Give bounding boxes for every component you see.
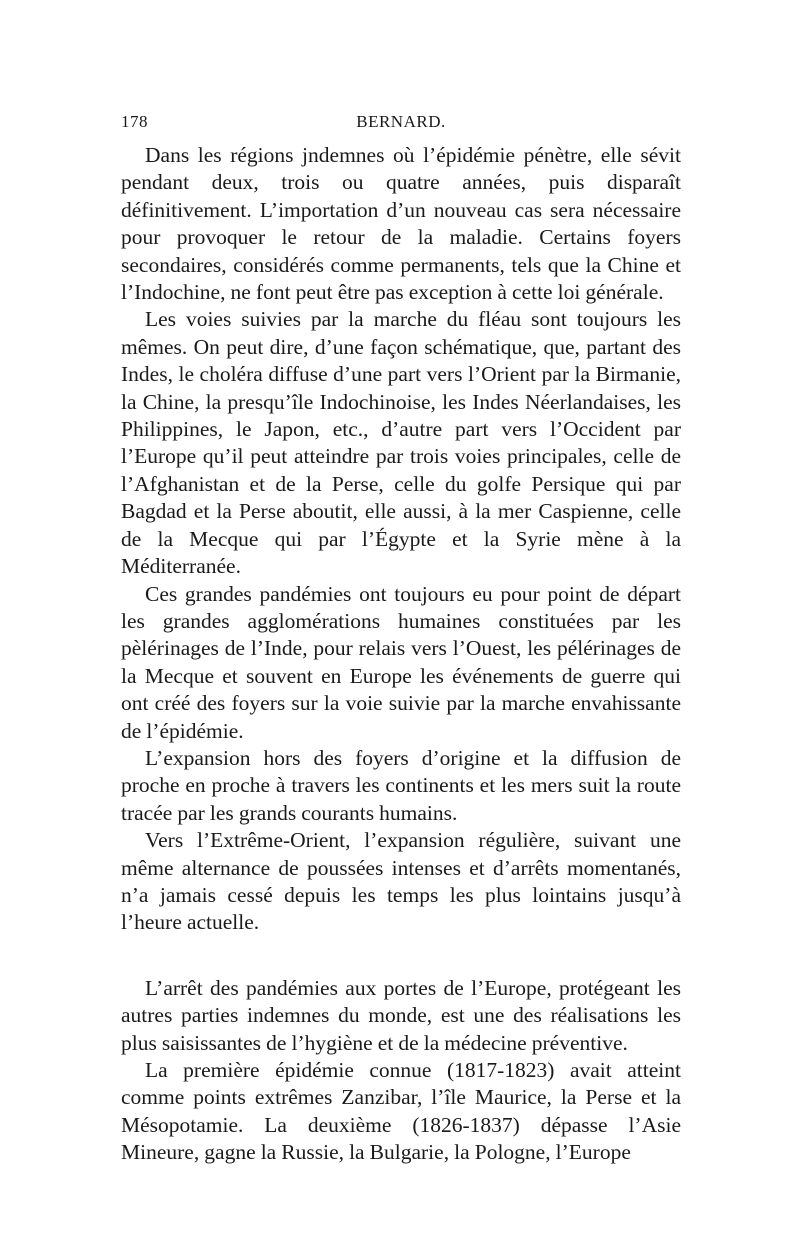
body-text-bottom bbox=[121, 975, 681, 1167]
book-page bbox=[121, 112, 681, 1167]
page-number: 178 bbox=[121, 112, 148, 131]
page-header bbox=[121, 112, 681, 142]
section-break bbox=[121, 937, 681, 975]
running-title: BERNARD. bbox=[356, 112, 446, 131]
paragraph: Les voies suivies par la marche du fléau sont toujours les mêmes. On peut dire, d’une façon schématique, que, partant des Indes, le choléra diffuse d’une part vers l’Orient par la Birmanie, la Chine, la presqu’île Indochinoise, les Indes Néerlandaises, les Philippines, le Japon, etc., d’autre part vers l’Occident par l’Europe qu’il peut atteindre par trois voies principales, celle de l’Afghanistan et de la Perse, celle du golfe Persique qui par Bagdad et la Perse aboutit, elle aussi, à la mer Caspienne, celle de la Mecque qui par l’Égypte et la Syrie mène à la Méditerranée. bbox=[121, 307, 681, 579]
body-text-top bbox=[121, 142, 681, 937]
paragraph: L’expansion hors des foyers d’origine et la diffusion de proche en proche à travers les continents et les mers suit la route tracée par les grands courants humains. bbox=[121, 745, 681, 825]
paragraph: Dans les régions jndemnes où l’épidémie pénètre, elle sévit pendant deux, trois ou quatre années, puis disparaît définitivement. L’importation d’un nouveau cas sera nécessaire pour provoquer le retour de la maladie. Certains foyers secondaires, considérés comme permanents, tels que la Chine et l’Indochine, ne font peut être pas exception à cette loi générale. bbox=[121, 143, 681, 305]
paragraph: L’arrêt des pandémies aux portes de l’Europe, protégeant les autres parties indemnes du monde, est une des réalisations les plus saisissantes de l’hygiène et de la médecine préventive. bbox=[121, 975, 681, 1055]
paragraph: Vers l’Extrême-Orient, l’expansion régulière, suivant une même alternance de poussées intenses et d’arrêts momentanés, n’a jamais cessé depuis les temps les plus lointains jusqu’à l’heure actuelle. bbox=[121, 828, 681, 935]
paragraph: La première épidémie connue (1817-1823) avait atteint comme points extrêmes Zanzibar, l’île Maurice, la Perse et la Mésopotamie. La deuxième (1826-1837) dépasse l’Asie Mineure, gagne la Russie, la Bulgarie, la Pologne, l’Europe bbox=[121, 1058, 681, 1165]
paragraph: Ces grandes pandémies ont toujours eu pour point de départ les grandes agglomérations humaines constituées par les pèlérinages de l’Inde, pour relais vers l’Ouest, les pélérinages de la Mecque et souvent en Europe les événements de guerre qui ont créé des foyers sur la voie suivie par la marche envahissante de l’épidémie. bbox=[121, 581, 681, 743]
